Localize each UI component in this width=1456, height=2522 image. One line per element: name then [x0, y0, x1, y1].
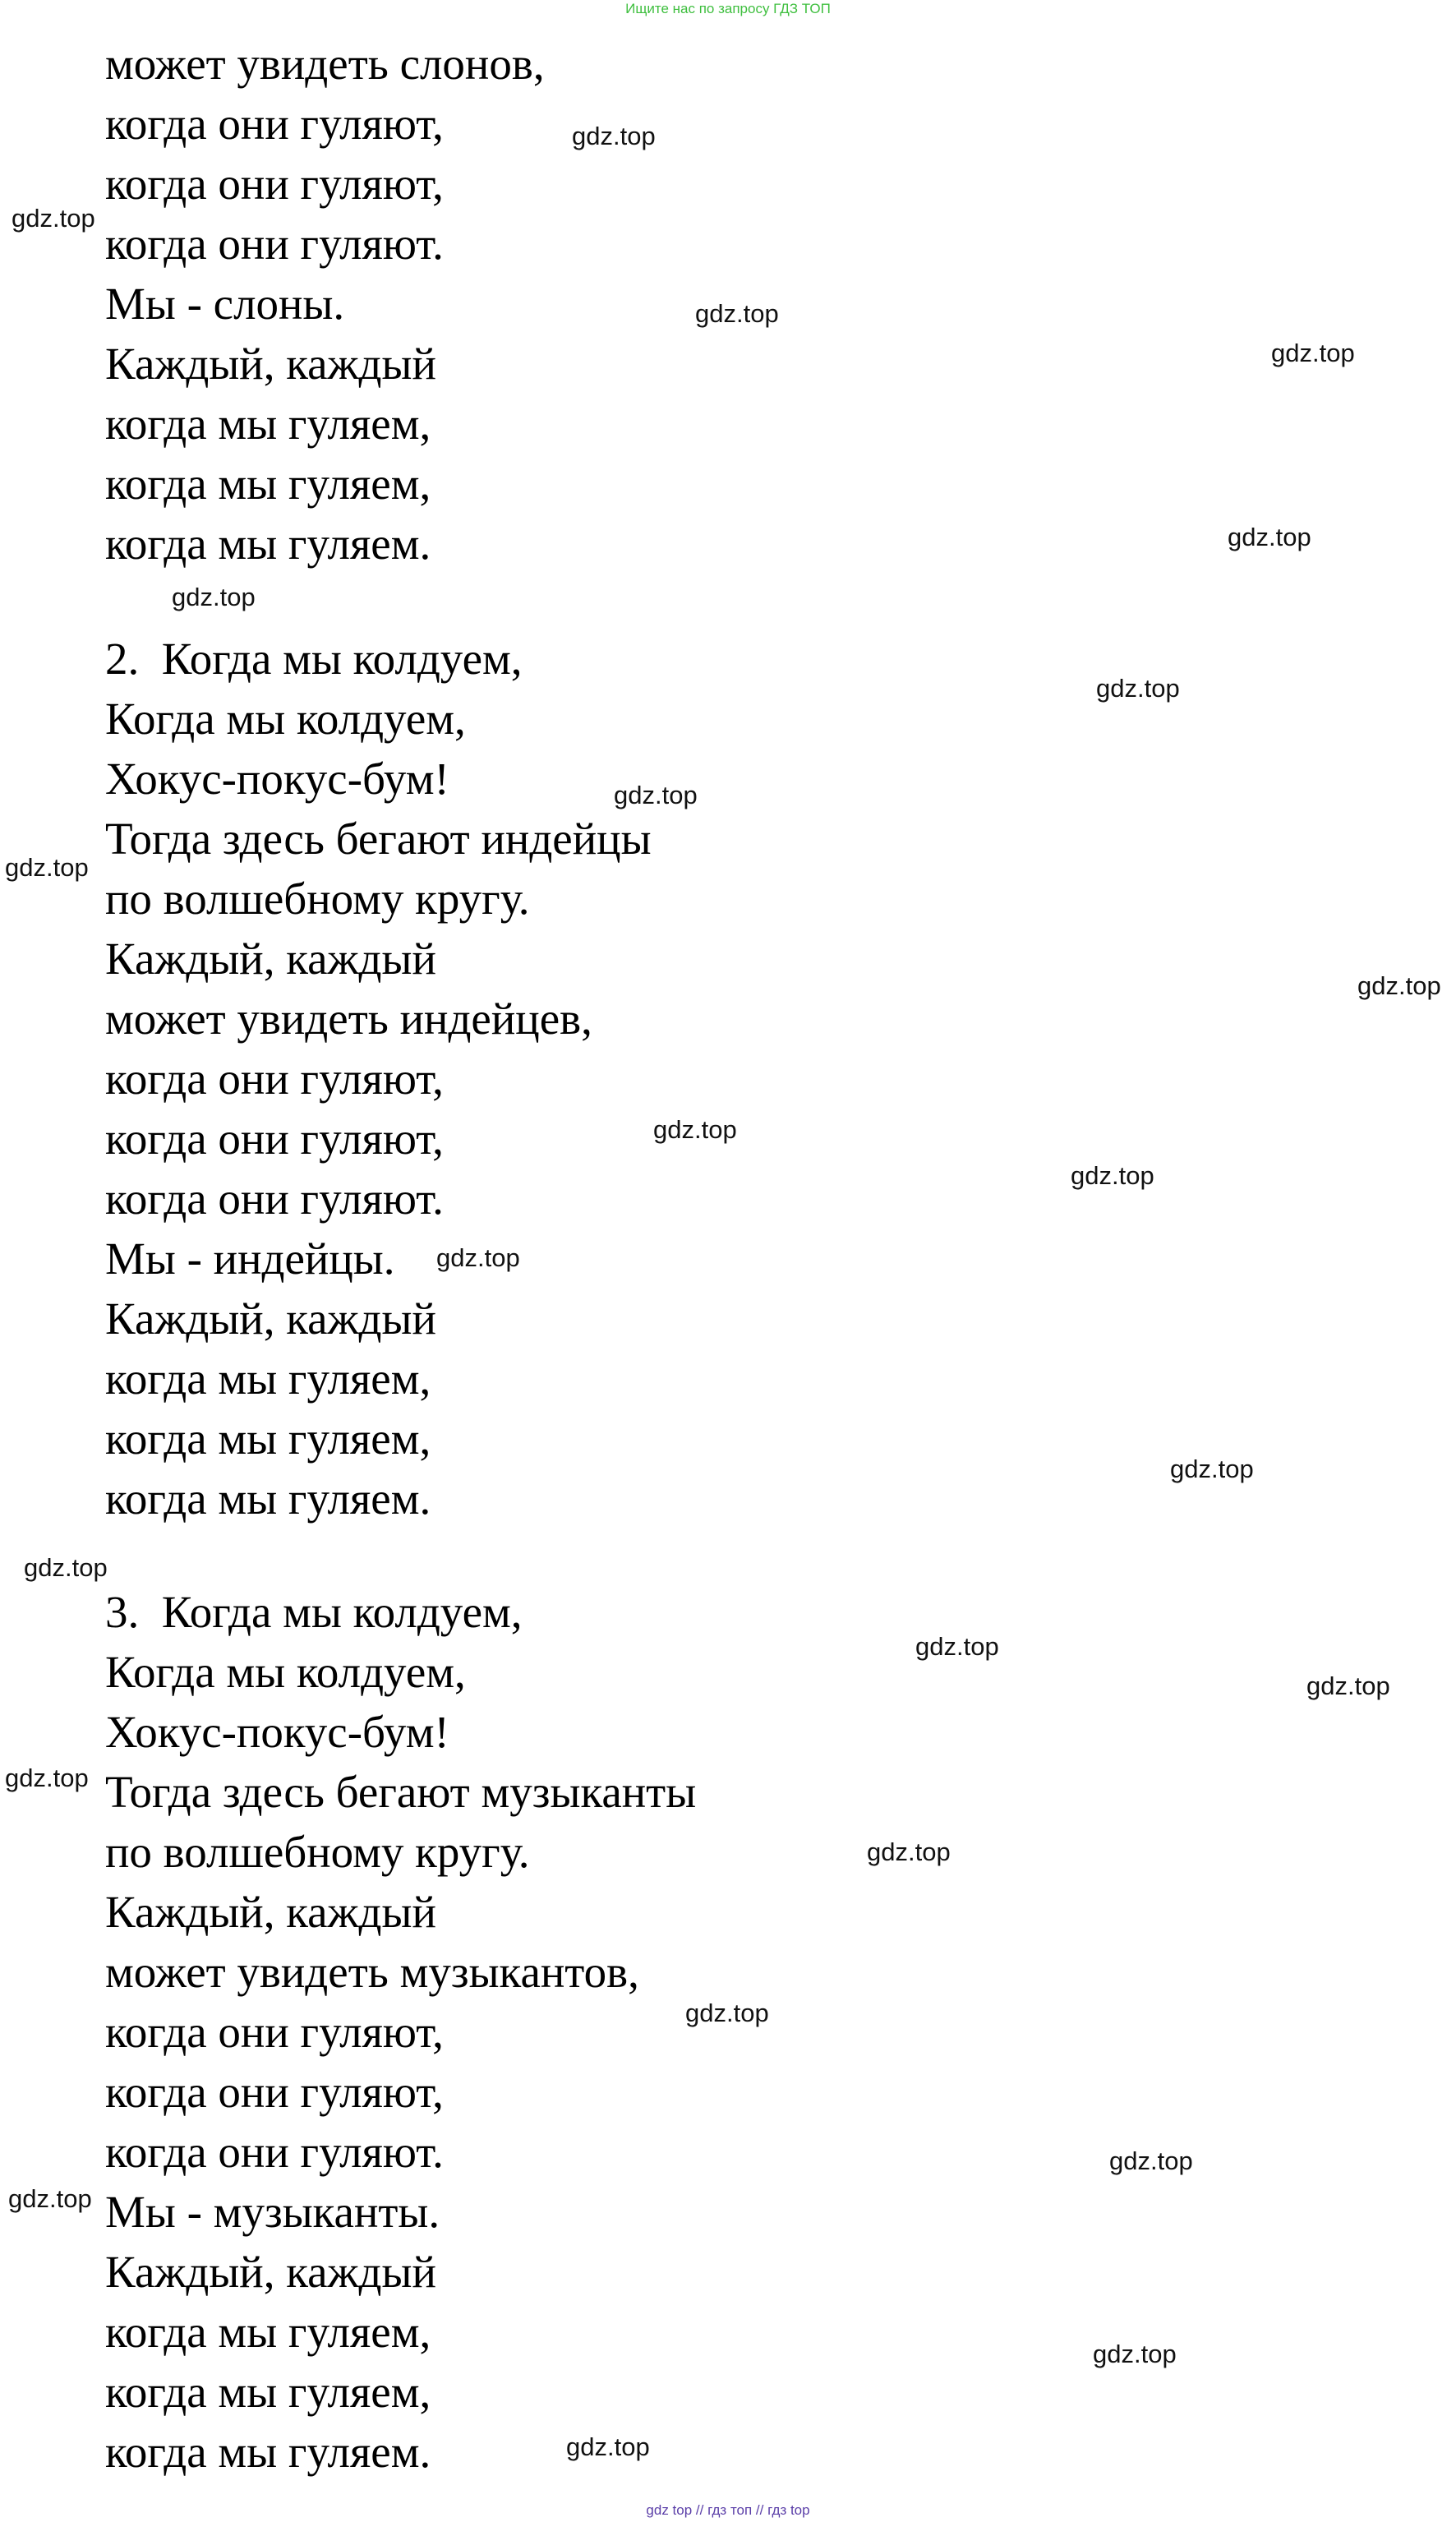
watermark: gdz.top	[685, 1999, 769, 2027]
poem-line: когда мы гуляем,	[105, 399, 431, 449]
watermark: gdz.top	[5, 1764, 89, 1792]
poem-line: когда мы гуляем.	[105, 519, 431, 569]
poem-line: когда мы гуляем,	[105, 1353, 431, 1404]
watermark: gdz.top	[436, 1243, 520, 1272]
poem-line: Тогда здесь бегают музыканты	[105, 1767, 697, 1817]
poem-line: по волшебному кругу.	[105, 1827, 530, 1877]
watermark: gdz.top	[1306, 1671, 1390, 1700]
poem-line: когда мы гуляем.	[105, 1473, 431, 1524]
poem-line: когда они гуляют,	[105, 1054, 444, 1104]
watermark: gdz.top	[1109, 2146, 1193, 2175]
watermark: gdz.top	[653, 1115, 737, 1144]
poem-line: когда мы гуляем,	[105, 2307, 431, 2357]
watermark: gdz.top	[1096, 674, 1180, 703]
watermark: gdz.top	[1170, 1455, 1254, 1483]
watermark: gdz.top	[5, 853, 89, 882]
watermark: gdz.top	[915, 1632, 999, 1661]
poem-line: Тогда здесь бегают индейцы	[105, 814, 652, 864]
poem-line: когда мы гуляем,	[105, 459, 431, 509]
poem-line: Когда мы колдуем,	[105, 1647, 466, 1697]
poem-line: когда они гуляют.	[105, 1173, 444, 1224]
watermark: gdz.top	[8, 2184, 92, 2213]
poem-line: по волшебному кругу.	[105, 874, 530, 924]
poem-line: когда мы гуляем,	[105, 2367, 431, 2417]
watermark: gdz.top	[572, 122, 656, 150]
poem-line: Каждый, каждый	[105, 2247, 436, 2297]
poem-line: когда они гуляют,	[105, 2007, 444, 2057]
watermark: gdz.top	[1228, 523, 1311, 551]
watermark: gdz.top	[12, 204, 95, 233]
poem-line: Мы - индейцы.	[105, 1233, 395, 1284]
poem-line: когда они гуляют,	[105, 2067, 444, 2117]
verse-3-heading: 3. Когда мы колдуем,	[105, 1587, 523, 1637]
watermark: gdz.top	[1071, 1161, 1154, 1190]
poem-line: Каждый, каждый	[105, 1887, 436, 1937]
watermark: gdz.top	[1271, 339, 1355, 367]
poem-line: Хокус-покус-бум!	[105, 1707, 449, 1757]
poem-line: когда они гуляют.	[105, 219, 444, 269]
poem-line: Каждый, каждый	[105, 934, 436, 984]
poem-line: может увидеть индейцев,	[105, 994, 592, 1044]
poem-line: может увидеть музыкантов,	[105, 1947, 639, 1997]
watermark: gdz.top	[614, 781, 698, 809]
watermark: gdz.top	[566, 2432, 650, 2461]
poem-line: когда они гуляют,	[105, 99, 444, 149]
poem-line: Каждый, каждый	[105, 339, 436, 389]
poem-line: когда они гуляют,	[105, 159, 444, 209]
poem-line: Когда мы колдуем,	[105, 694, 466, 744]
poem-line: Каждый, каждый	[105, 1293, 436, 1344]
top-banner: Ищите нас по запросу ГДЗ ТОП	[625, 1, 831, 16]
poem-line: может увидеть слонов,	[105, 39, 545, 89]
poem-line: когда мы гуляем.	[105, 2427, 431, 2477]
verse-2-heading: 2. Когда мы колдуем,	[105, 634, 523, 684]
watermark: gdz.top	[695, 299, 779, 328]
poem-line: когда мы гуляем,	[105, 1413, 431, 1464]
watermark: gdz.top	[172, 583, 256, 611]
watermark: gdz.top	[1357, 971, 1441, 1000]
poem-line: когда они гуляют,	[105, 1113, 444, 1164]
watermark: gdz.top	[867, 1837, 951, 1866]
watermark: gdz.top	[1093, 2340, 1177, 2368]
poem-line: Мы - музыканты.	[105, 2187, 440, 2237]
poem-line: Хокус-покус-бум!	[105, 754, 449, 804]
watermark: gdz.top	[24, 1553, 108, 1582]
footer-banner: gdz top // гдз топ // гдз top	[646, 2502, 810, 2518]
poem-line: Мы - слоны.	[105, 279, 345, 329]
poem-line: когда они гуляют.	[105, 2127, 444, 2177]
